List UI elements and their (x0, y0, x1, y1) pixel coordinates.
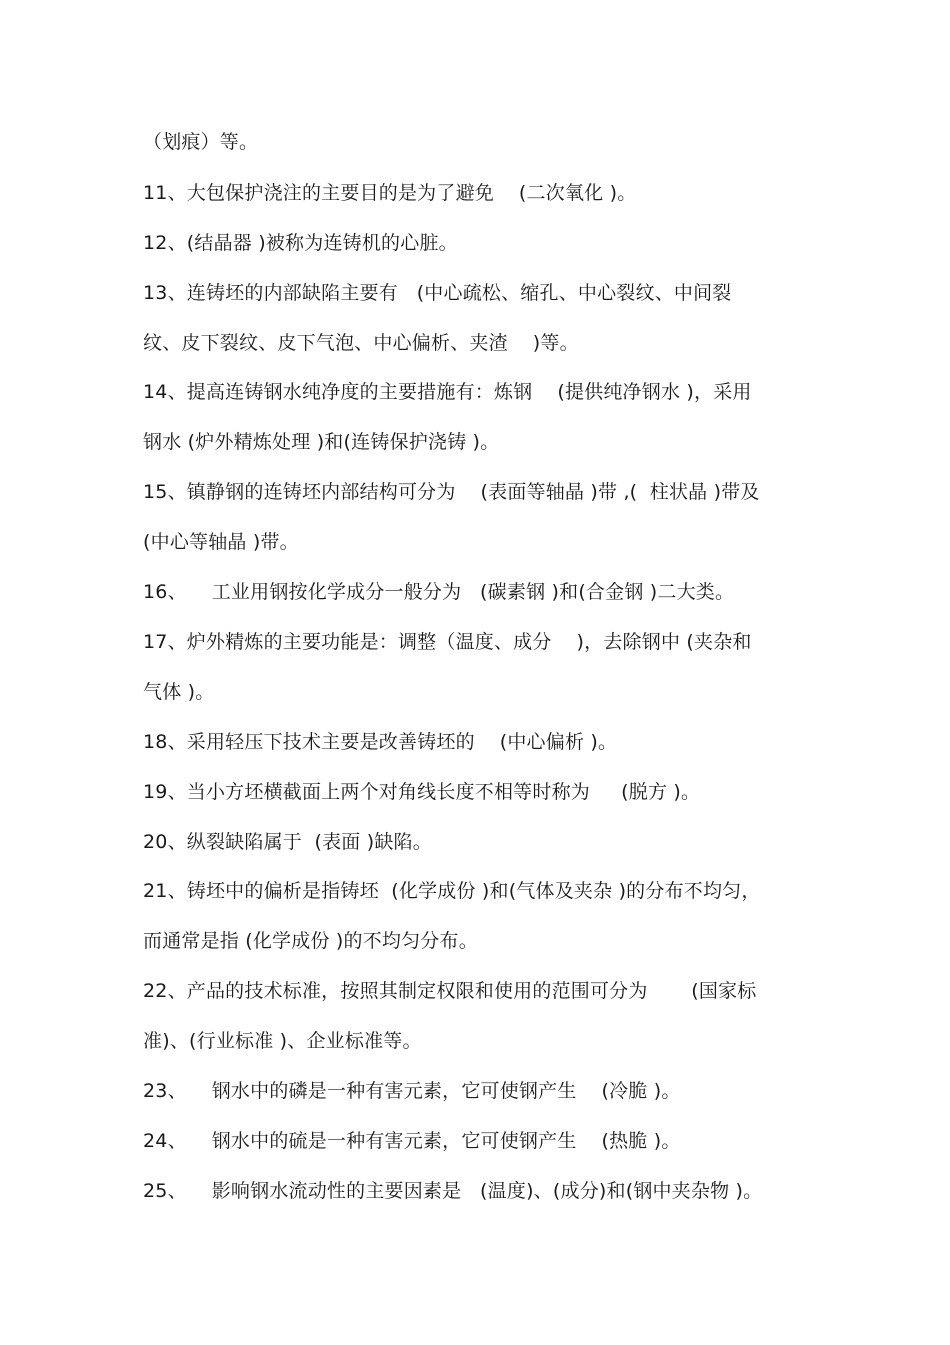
question-22: 22、产品的技术标准，按照其制定权限和使用的范围可分为 (国家标 (143, 980, 757, 1002)
text-line: 而通常是指 (化学成份 )的不均匀分布。 (143, 930, 478, 952)
question-15: 15、镇静钢的连铸坯内部结构可分为 (表面等轴晶 )带 ,( 柱状晶 )带及 (143, 481, 760, 503)
question-11: 11、大包保护浇注的主要目的是为了避免 (二次氧化 )。 (143, 182, 637, 204)
text-line: 钢水 (炉外精炼处理 )和(连铸保护浇铸 )。 (143, 431, 500, 453)
question-21: 21、铸坯中的偏析是指铸坯 (化学成份 )和(气体及夹杂 )的分布不均匀， (143, 880, 761, 902)
question-14: 14、提高连铸钢水纯净度的主要措施有：炼钢 (提供纯净钢水 )，采用 (143, 381, 752, 403)
question-16: 16、 工业用钢按化学成分一般分为 (碳素钢 )和(合金钢 )二大类。 (143, 581, 735, 603)
question-24: 24、 钢水中的硫是一种有害元素，它可使钢产生 (热脆 )。 (143, 1130, 681, 1152)
text-line: 准)、(行业标准 )、企业标准等。 (143, 1030, 422, 1052)
text-line: 纹、皮下裂纹、皮下气泡、中心偏析、夹渣 )等。 (143, 332, 579, 354)
question-25: 25、 影响钢水流动性的主要因素是 (温度)、(成分)和(钢中夹杂物 )。 (143, 1180, 763, 1202)
question-12: 12、(结晶器 )被称为连铸机的心脏。 (143, 232, 458, 254)
question-17: 17、炉外精炼的主要功能是：调整（温度、成分 )，去除钢中 (夹杂和 (143, 631, 752, 653)
question-23: 23、 钢水中的磷是一种有害元素，它可使钢产生 (冷脆 )。 (143, 1080, 681, 1102)
text-line: 气体 )。 (143, 681, 215, 703)
question-19: 19、当小方坯横截面上两个对角线长度不相等时称为 (脱方 )。 (143, 781, 701, 803)
question-13: 13、连铸坯的内部缺陷主要有 (中心疏松、缩孔、中心裂纹、中间裂 (143, 282, 732, 304)
question-20: 20、纵裂缺陷属于 (表面 )缺陷。 (143, 831, 432, 853)
text-line: （划痕）等。 (143, 131, 259, 153)
text-line: (中心等轴晶 )带。 (143, 531, 299, 553)
question-18: 18、采用轻压下技术主要是改善铸坯的 (中心偏析 )。 (143, 731, 618, 753)
